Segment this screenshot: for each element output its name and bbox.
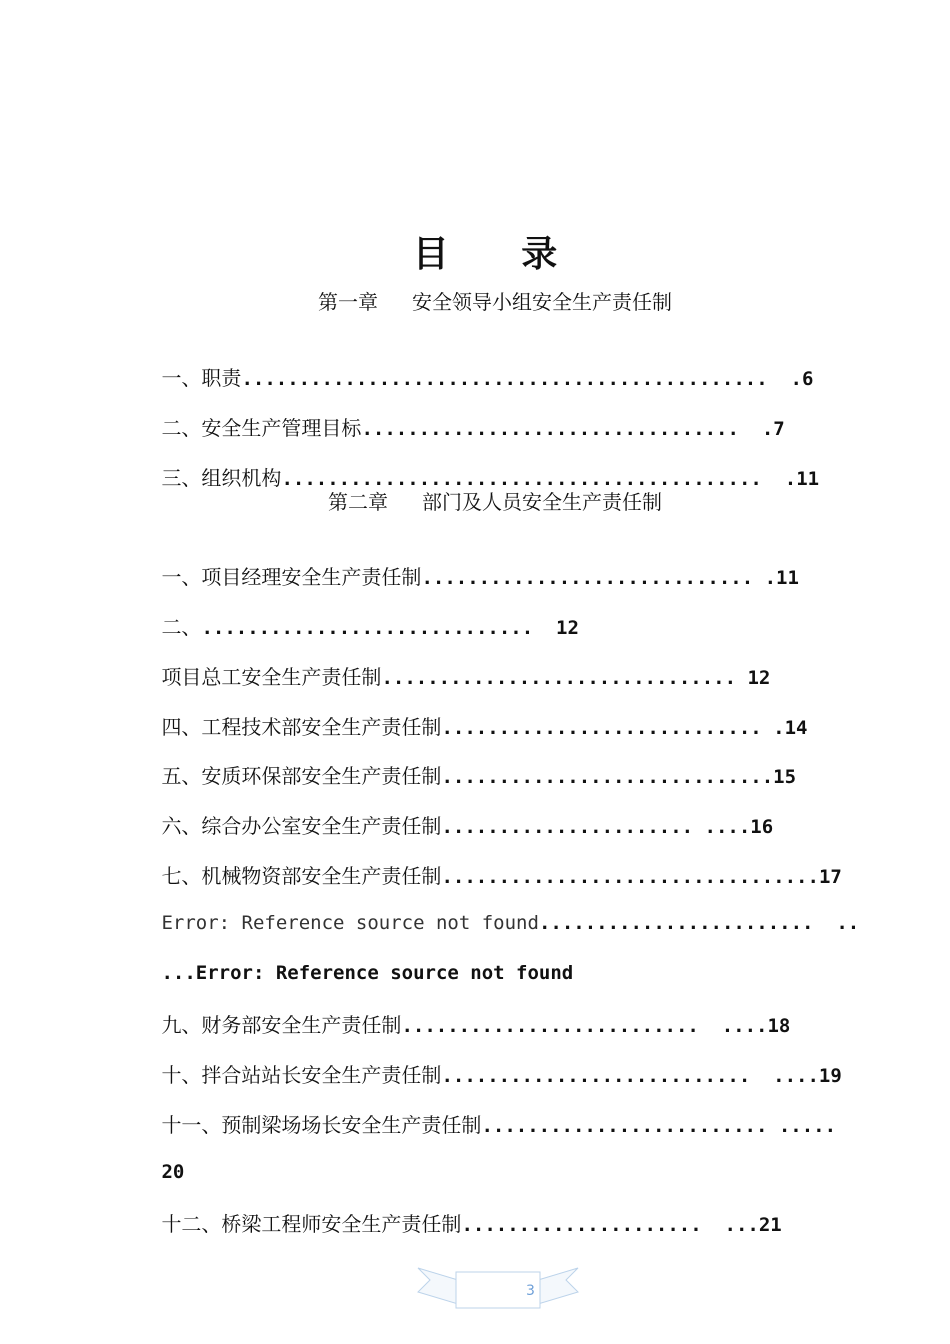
toc-entry-page: 17 <box>818 866 842 888</box>
toc-entry-label: 十、拌合站站长安全生产责任制 <box>161 1063 442 1087</box>
toc-entry-leader: ................................. <box>441 866 819 888</box>
chapter-number: 第一章 <box>318 290 378 314</box>
toc-entry[interactable] <box>136 1085 836 1162</box>
toc-entry-page: .11 <box>764 567 799 589</box>
toc-entry-page: 12 <box>747 667 771 689</box>
toc-entry-leader: ..................... <box>461 1214 725 1236</box>
toc-entry-label: 九、财务部安全生产责任制 <box>161 1013 402 1037</box>
toc-entry-label: 二、安全生产管理目标 <box>161 416 362 440</box>
chapter-name: 部门及人员安全生产责任制 <box>422 490 662 514</box>
chapter-heading <box>0 486 950 515</box>
toc-entry-leader: .......................................... <box>281 468 785 490</box>
toc-entry-label: 七、机械物资部安全生产责任制 <box>161 864 442 888</box>
toc-entry-page: ....18 <box>721 1015 791 1037</box>
chapter-number: 第二章 <box>328 490 388 514</box>
toc-entry-label: 四、工程技术部安全生产责任制 <box>161 715 442 739</box>
toc-entry-page: 20 <box>161 1161 185 1183</box>
toc-entry-leader: ............................. <box>421 567 765 589</box>
toc-entry-page: ..... <box>778 1115 837 1137</box>
toc-entry-page: .11 <box>784 468 820 490</box>
toc-entry-label: 十一、预制梁场场长安全生产责任制 <box>161 1113 482 1137</box>
page-number-ribbon-icon <box>416 1262 580 1312</box>
toc-entry-page: ....19 <box>773 1065 842 1087</box>
toc-entry[interactable] <box>136 1184 782 1261</box>
toc-entry-leader: ............................ <box>441 717 774 739</box>
toc-entry-leader: ............................. <box>201 617 557 639</box>
toc-entry-label: 三、组织机构 <box>161 466 282 490</box>
chapter-heading <box>0 286 950 315</box>
toc-entry-leader: ........................... <box>441 1065 774 1087</box>
toc-entry-leader: .............................................. <box>241 368 791 390</box>
toc-entry-page: .. <box>836 912 860 934</box>
toc-entry-page: .6 <box>790 368 814 390</box>
toc-entry-label: Error: Reference source not found <box>161 912 539 934</box>
toc-entry-leader: ............................. <box>441 766 774 788</box>
toc-entry-label: 一、项目经理安全生产责任制 <box>161 565 422 589</box>
toc-entry-leader: ......................... <box>481 1115 779 1137</box>
toc-entry-leader: ............................... <box>381 667 748 689</box>
toc-entry-label: 二、 <box>161 615 202 639</box>
toc-entry-leader: .......................... <box>401 1015 722 1037</box>
toc-entry-leader: ................................. <box>361 418 762 440</box>
page-number: 3 <box>526 1283 535 1299</box>
toc-entry-label: 十二、桥梁工程师安全生产责任制 <box>161 1212 462 1236</box>
toc-entry-page: ...21 <box>724 1214 782 1236</box>
toc-entry-label: 五、安质环保部安全生产责任制 <box>161 764 442 788</box>
toc-entry-page: .14 <box>773 717 808 739</box>
toc-entry-leader: ...................... <box>441 816 705 838</box>
toc-title: 目 录 <box>412 234 588 275</box>
toc-entry-label: 一、职责 <box>161 366 242 390</box>
toc-entry-page: .7 <box>761 418 785 440</box>
toc-entry-leader: ........................ <box>538 912 837 934</box>
toc-entry-page: 12 <box>556 617 579 639</box>
toc-entry-label: 六、综合办公室安全生产责任制 <box>161 814 442 838</box>
toc-entry-page: ....16 <box>704 816 774 838</box>
toc-entry-page: 15 <box>773 766 797 788</box>
chapter-name: 安全领导小组安全生产责任制 <box>412 290 672 314</box>
toc-entry-label: ...Error: Reference source not found <box>161 962 574 984</box>
toc-entry-label: 项目总工安全生产责任制 <box>161 665 382 689</box>
